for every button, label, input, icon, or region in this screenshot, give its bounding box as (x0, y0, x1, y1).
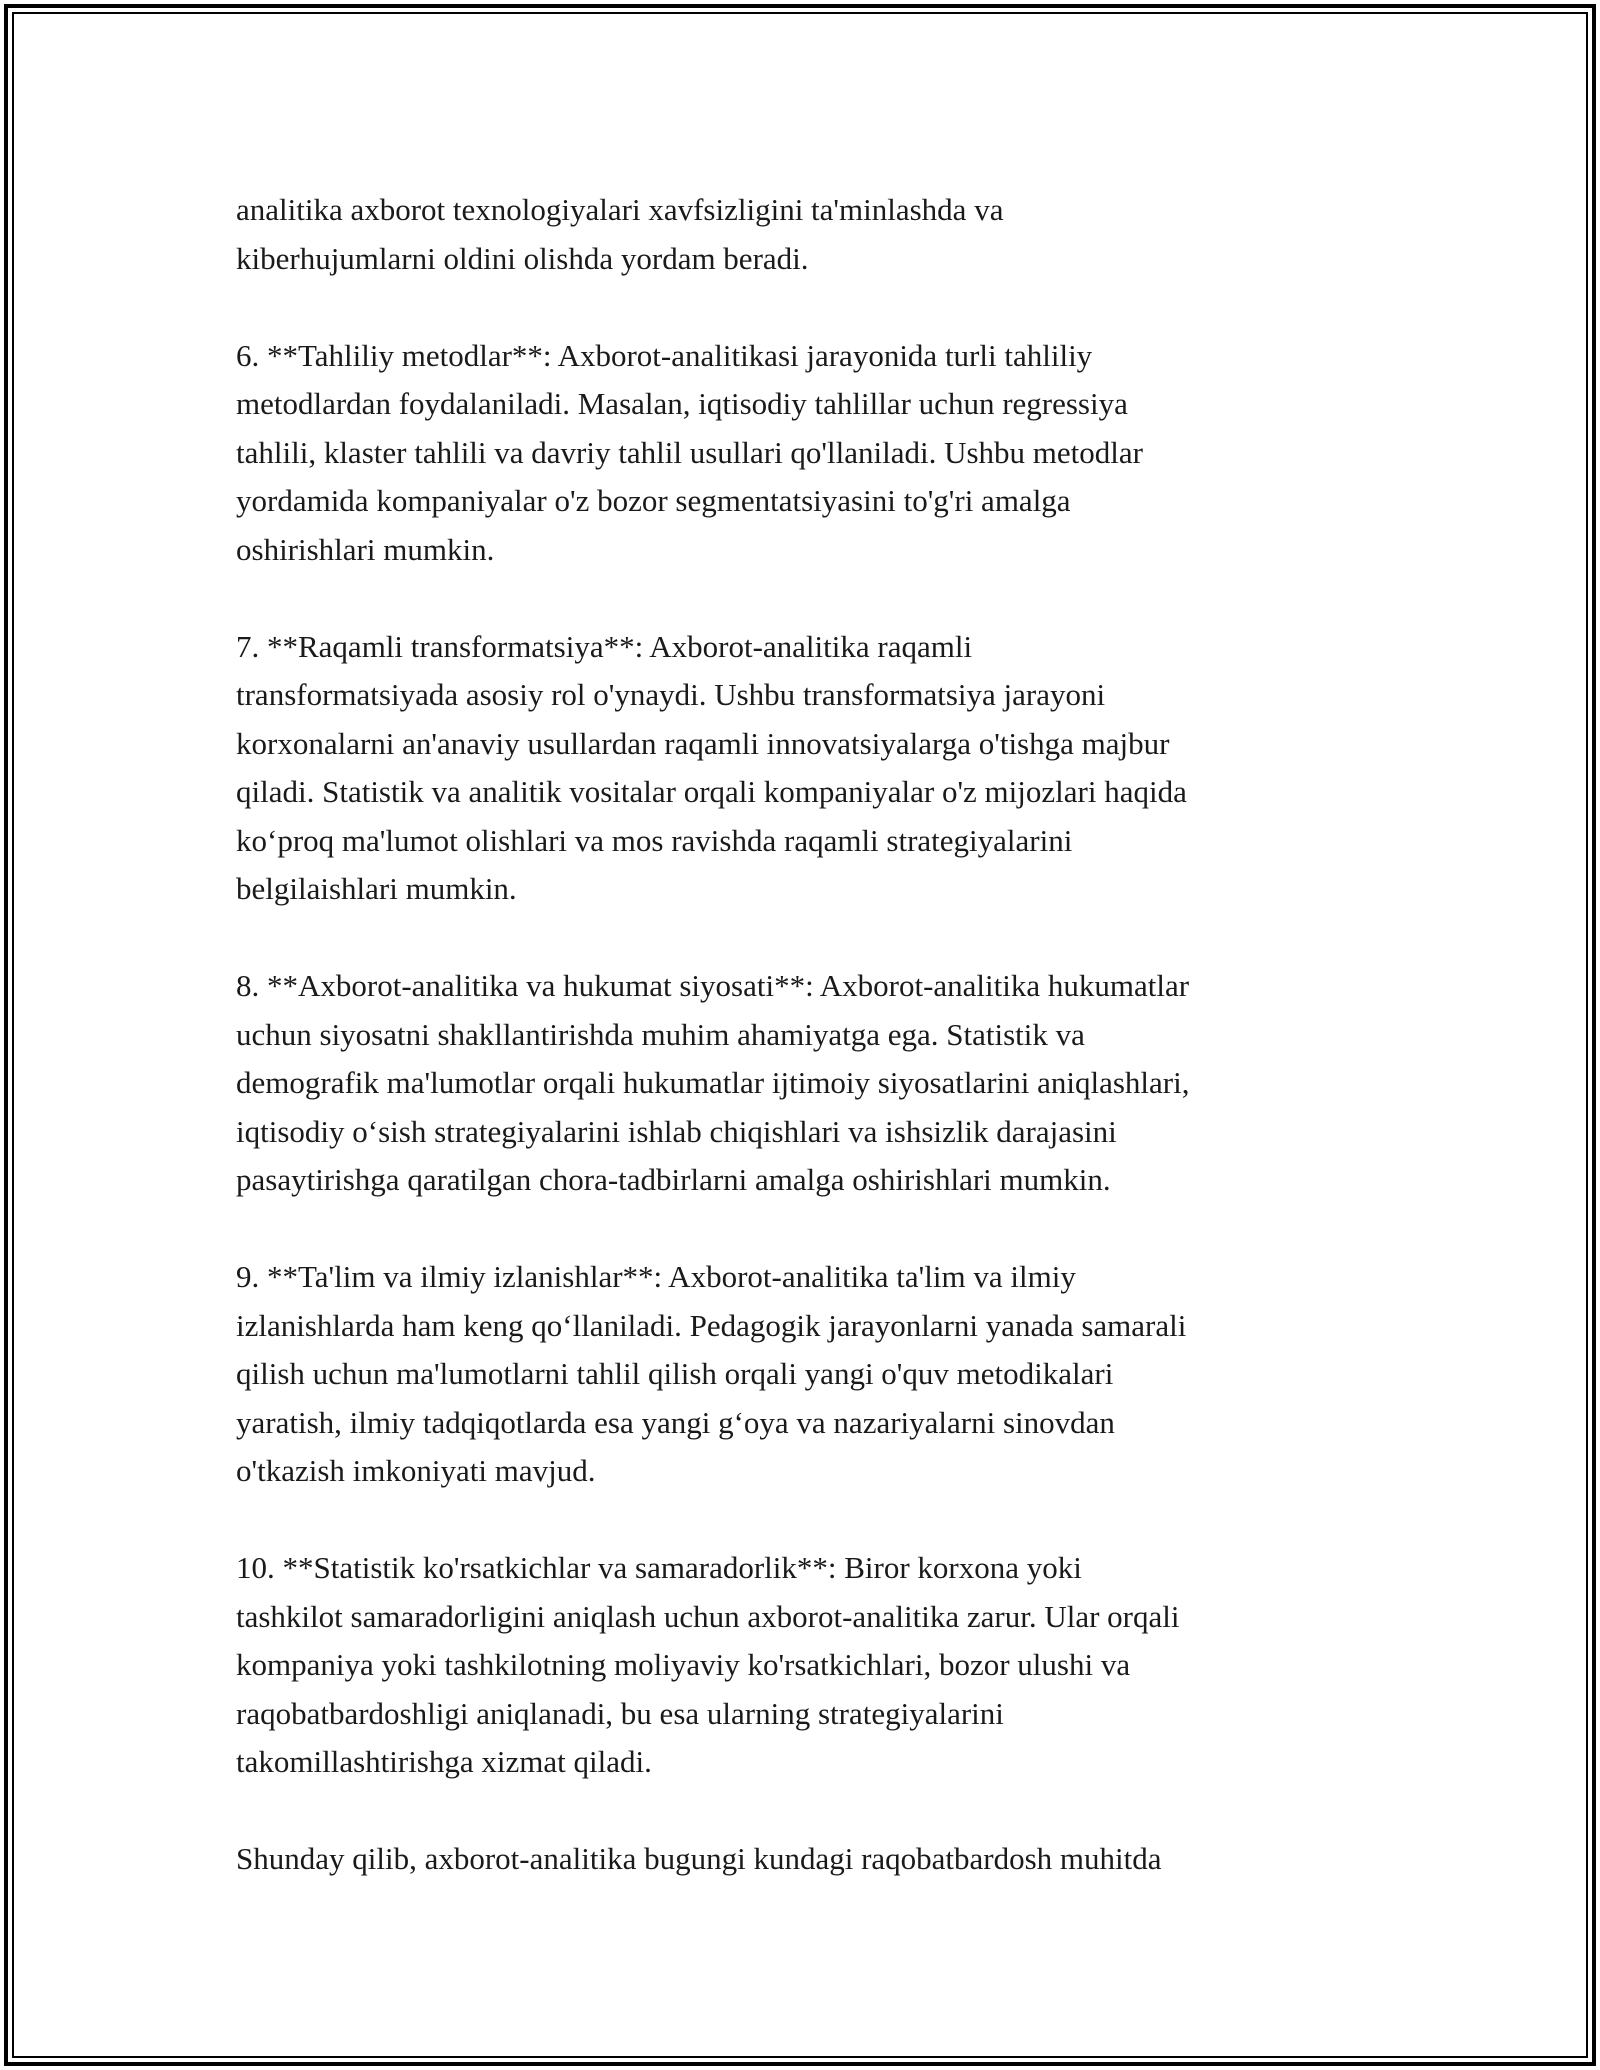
text-line: demografik ma'lumotlar orqali hukumatlar ijtimoiy siyosatlarini aniqlashlari, (236, 1065, 1190, 1100)
text-line: 6. **Tahliliy metodlar**: Axborot-analitikasi jarayonida turli tahliliy (236, 337, 1093, 373)
text-line: analitika axborot texnologiyalari xavfsizligini ta'minlashda va (236, 192, 1004, 227)
text-line: yaratish, ilmiy tadqiqotlarda esa yangi g‘oya va nazariyalarni sinovdan (236, 1404, 1115, 1440)
text-line: 9. **Ta'lim va ilmiy izlanishlar**: Axborot-analitika ta'lim va ilmiy (236, 1259, 1076, 1294)
text-line: takomillashtirishga xizmat qiladi. (236, 1744, 652, 1779)
text-line: 8. **Axborot-analitika va hukumat siyosati**: Axborot-analitika hukumatlar (236, 968, 1190, 1003)
paragraph-intro-continuation (236, 186, 1386, 283)
paragraph-item-8 (236, 962, 1386, 1205)
document-body (236, 186, 1386, 1932)
text-line: oshirishlari mumkin. (236, 531, 495, 567)
paragraph-conclusion (236, 1835, 1386, 1884)
paragraph-item-7 (236, 623, 1386, 914)
text-line: pasaytirishga qaratilgan chora-tadbirlarni amalga oshirishlari mumkin. (236, 1162, 1111, 1197)
text-line: qilish uchun ma'lumotlarni tahlil qilish orqali yangi o'quv metodikalari (236, 1356, 1114, 1391)
text-line: uchun siyosatni shakllantirishda muhim ahamiyatga ega. Statistik va (236, 1016, 1085, 1052)
text-line: qiladi. Statistik va analitik vositalar orqali kompaniyalar o'z mijozlari haqida (236, 774, 1187, 809)
text-line: tashkilot samaradorligini aniqlash uchun axborot-analitika zarur. Ular orqali (236, 1598, 1180, 1634)
text-line: transformatsiyada asosiy rol o'ynaydi. Ushbu transformatsiya jarayoni (236, 677, 1106, 712)
text-line: yordamida kompaniyalar o'z bozor segmentatsiyasini to'g'ri amalga (236, 483, 1071, 518)
paragraph-item-10 (236, 1544, 1386, 1787)
text-line: ko‘proq ma'lumot olishlari va mos ravishda raqamli strategiyalarini (236, 822, 1073, 858)
paragraph-item-6 (236, 332, 1386, 575)
text-line: kiberhujumlarni oldini olishda yordam beradi. (236, 240, 809, 276)
text-line: izlanishlarda ham keng qo‘llaniladi. Pedagogik jarayonlarni yanada samarali (236, 1307, 1187, 1343)
text-line: iqtisodiy o‘sish strategiyalarini ishlab chiqishlari va ishsizlik darajasini (236, 1113, 1117, 1149)
text-line: Shunday qilib, axborot-analitika bugungi kundagi raqobatbardosh muhitda (236, 1841, 1162, 1876)
text-line: 10. **Statistik ko'rsatkichlar va samaradorlik**: Biror korxona yoki (236, 1550, 1082, 1585)
text-line: raqobatbardoshligi aniqlanadi, bu esa ularning strategiyalarini (236, 1695, 1004, 1731)
text-line: korxonalarni an'anaviy usullardan raqamli innovatsiyalarga o'tishga majbur (236, 725, 1170, 761)
paragraph-item-9 (236, 1253, 1386, 1496)
text-line: 7. **Raqamli transformatsiya**: Axborot-analitika raqamli (236, 628, 973, 664)
text-line: kompaniya yoki tashkilotning moliyaviy ko'rsatkichlari, bozor ulushi va (236, 1647, 1131, 1682)
text-line: tahlili, klaster tahlili va davriy tahlil usullari qo'llaniladi. Ushbu metodlar (236, 434, 1143, 470)
text-line: metodlardan foydalaniladi. Masalan, iqtisodiy tahlillar uchun regressiya (236, 386, 1128, 421)
text-line: belgilaishlari mumkin. (236, 871, 517, 906)
text-line: o'tkazish imkoniyati mavjud. (236, 1453, 596, 1488)
